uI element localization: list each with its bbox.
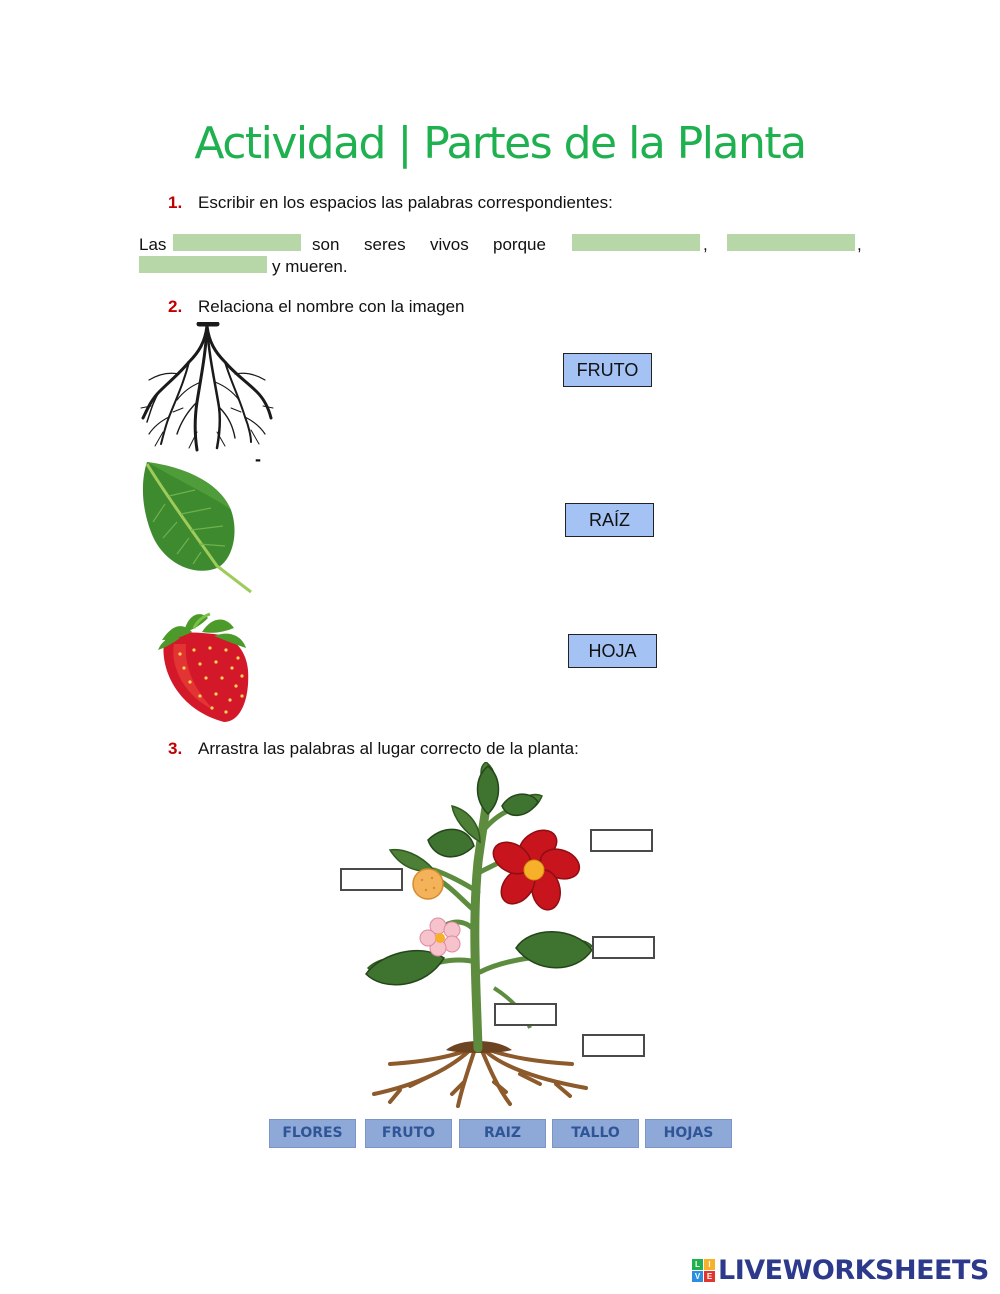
word-chip-tallo[interactable]: TALLO [552, 1119, 639, 1148]
word-chip-flores[interactable]: FLORES [269, 1119, 356, 1148]
sentence-word: seres [364, 235, 406, 254]
sentence-comma: , [857, 235, 862, 254]
sentence-word: Las [139, 235, 167, 254]
question-text: Relaciona el nombre con la imagen [198, 297, 465, 316]
word-chip-raiz[interactable]: RAIZ [459, 1119, 546, 1148]
dash-mark: - [255, 449, 261, 469]
question-text: Arrastra las palabras al lugar correcto de la planta: [198, 739, 579, 758]
word-chip-hojas[interactable]: HOJAS [645, 1119, 732, 1148]
sentence-word: son [312, 235, 340, 254]
answer-blank-3[interactable] [727, 234, 855, 251]
question-text: Escribir en los espacios las palabras correspondientes: [198, 193, 613, 212]
word-chip-fruto[interactable]: FRUTO [365, 1119, 452, 1148]
question-number: 1. [168, 193, 183, 212]
page-title: Actividad | Partes de la Planta [194, 118, 806, 169]
answer-blank-4[interactable] [139, 256, 267, 273]
leaf-image [139, 460, 259, 600]
liveworksheets-logo[interactable] [692, 1253, 989, 1287]
sentence-word: porque [493, 235, 546, 254]
drop-box-leaves[interactable] [592, 936, 655, 959]
logo-text: LIVEWORKSHEETS [718, 1254, 989, 1286]
strawberry-image [154, 610, 254, 725]
match-label-raiz[interactable]: RAÍZ [565, 503, 654, 537]
question-3 [168, 739, 579, 759]
sentence-word: vivos [430, 235, 469, 254]
drop-box-fruit[interactable] [340, 868, 403, 891]
roots-image [139, 322, 274, 452]
question-number: 3. [168, 739, 183, 758]
question-1 [168, 193, 613, 213]
question-number: 2. [168, 297, 183, 316]
match-label-hoja[interactable]: HOJA [568, 634, 657, 668]
drop-box-stem[interactable] [494, 1003, 557, 1026]
answer-blank-2[interactable] [572, 234, 700, 251]
sentence-comma: , [703, 235, 708, 254]
drop-box-roots[interactable] [582, 1034, 645, 1057]
drop-box-flower[interactable] [590, 829, 653, 852]
answer-blank-1[interactable] [173, 234, 301, 251]
match-label-fruto[interactable]: FRUTO [563, 353, 652, 387]
sentence-end: y mueren. [272, 257, 348, 276]
question-2 [168, 297, 465, 317]
logo-badge-icon: L I V E [692, 1259, 715, 1282]
plant-diagram [360, 762, 600, 1112]
